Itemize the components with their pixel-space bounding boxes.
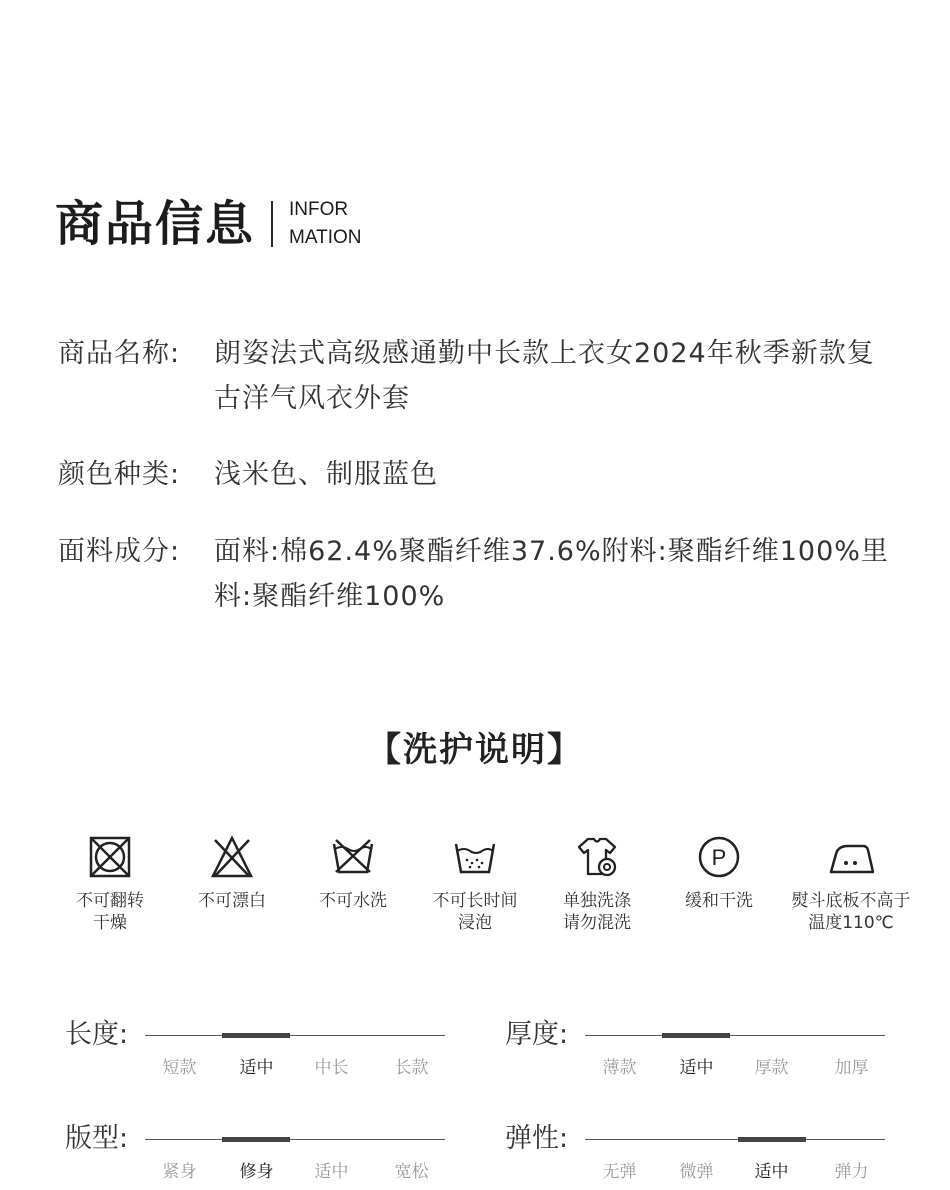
thickness-label: 厚度: (505, 1019, 569, 1050)
care-text: 不可漂白 (198, 891, 266, 911)
fabric-label: 面料成分: (58, 536, 181, 567)
scale-option: 弹力 (834, 1162, 869, 1182)
length-label: 长度: (65, 1019, 129, 1050)
no-soak-icon (452, 834, 498, 880)
fit-label: 版型: (65, 1123, 129, 1154)
care-text: 单独洗涤 请勿混洗 (563, 891, 631, 933)
fabric-row (58, 529, 898, 619)
product-name-value: 朗姿法式高级感通勤中长款上衣女2024年秋季新款复古洋气风衣外套 (214, 338, 875, 414)
elasticity-scale (505, 1119, 895, 1189)
section-header (55, 196, 362, 252)
no-wash-icon (330, 834, 376, 880)
care-text: 熨斗底板不高于 温度110℃ (791, 891, 911, 933)
wash-separately-icon (574, 834, 620, 880)
care-item (776, 834, 926, 934)
length-scale (65, 1015, 455, 1085)
color-label: 颜色种类: (58, 459, 181, 490)
scale-option: 长款 (394, 1058, 429, 1078)
no-bleach-icon (209, 834, 255, 880)
care-text: 缓和干洗 (685, 891, 753, 911)
color-row (58, 452, 898, 497)
scale-line (585, 1035, 885, 1036)
care-text: 不可长时间 浸泡 (432, 891, 518, 933)
header-subtitle-line1: INFOR (289, 199, 349, 220)
scale-option: 适中 (314, 1162, 349, 1182)
scale-line (585, 1139, 885, 1140)
color-value: 浅米色、制服蓝色 (214, 459, 438, 490)
care-text: 不可水洗 (319, 891, 387, 911)
product-name-row (58, 331, 898, 421)
gentle-dry-clean-icon (696, 834, 742, 880)
elasticity-label: 弹性: (505, 1123, 569, 1154)
scale-selected-mark (222, 1137, 290, 1142)
scale-option-selected: 适中 (239, 1058, 274, 1078)
scale-line (145, 1139, 445, 1140)
scale-option-selected: 适中 (679, 1058, 714, 1078)
iron-low-temp-icon (828, 834, 874, 880)
scale-selected-mark (222, 1033, 290, 1038)
product-name-label: 商品名称: (58, 338, 181, 369)
scale-selected-mark (662, 1033, 730, 1038)
no-tumble-dry-icon (87, 834, 133, 880)
scale-option: 微弹 (679, 1162, 714, 1182)
thickness-scale (505, 1015, 895, 1085)
scale-option: 紧身 (162, 1162, 197, 1182)
scale-line (145, 1035, 445, 1036)
scale-selected-mark (738, 1137, 806, 1142)
care-item (644, 834, 794, 912)
header-divider (271, 201, 273, 247)
header-subtitle (289, 196, 361, 252)
scale-option-selected: 适中 (754, 1162, 789, 1182)
scale-option: 加厚 (834, 1058, 869, 1078)
scale-option: 薄款 (602, 1058, 637, 1078)
fabric-value: 面料:棉62.4%聚酯纤维37.6%附料:聚酯纤维100%里料:聚酯纤维100% (214, 536, 889, 612)
fit-scale (65, 1119, 455, 1189)
scale-option: 厚款 (754, 1058, 789, 1078)
svg-text:P: P (711, 845, 727, 870)
scale-option: 中长 (314, 1058, 349, 1078)
scale-option: 短款 (162, 1058, 197, 1078)
scale-option-selected: 修身 (239, 1162, 274, 1182)
care-instructions (0, 834, 950, 954)
page-title: 商品信息 (55, 196, 256, 252)
care-text: 不可翻转 干燥 (76, 891, 144, 933)
header-subtitle-line2: MATION (289, 227, 362, 248)
scale-option: 宽松 (394, 1162, 429, 1182)
scale-option: 无弹 (602, 1162, 637, 1182)
care-title: 【洗护说明】 (367, 730, 583, 770)
